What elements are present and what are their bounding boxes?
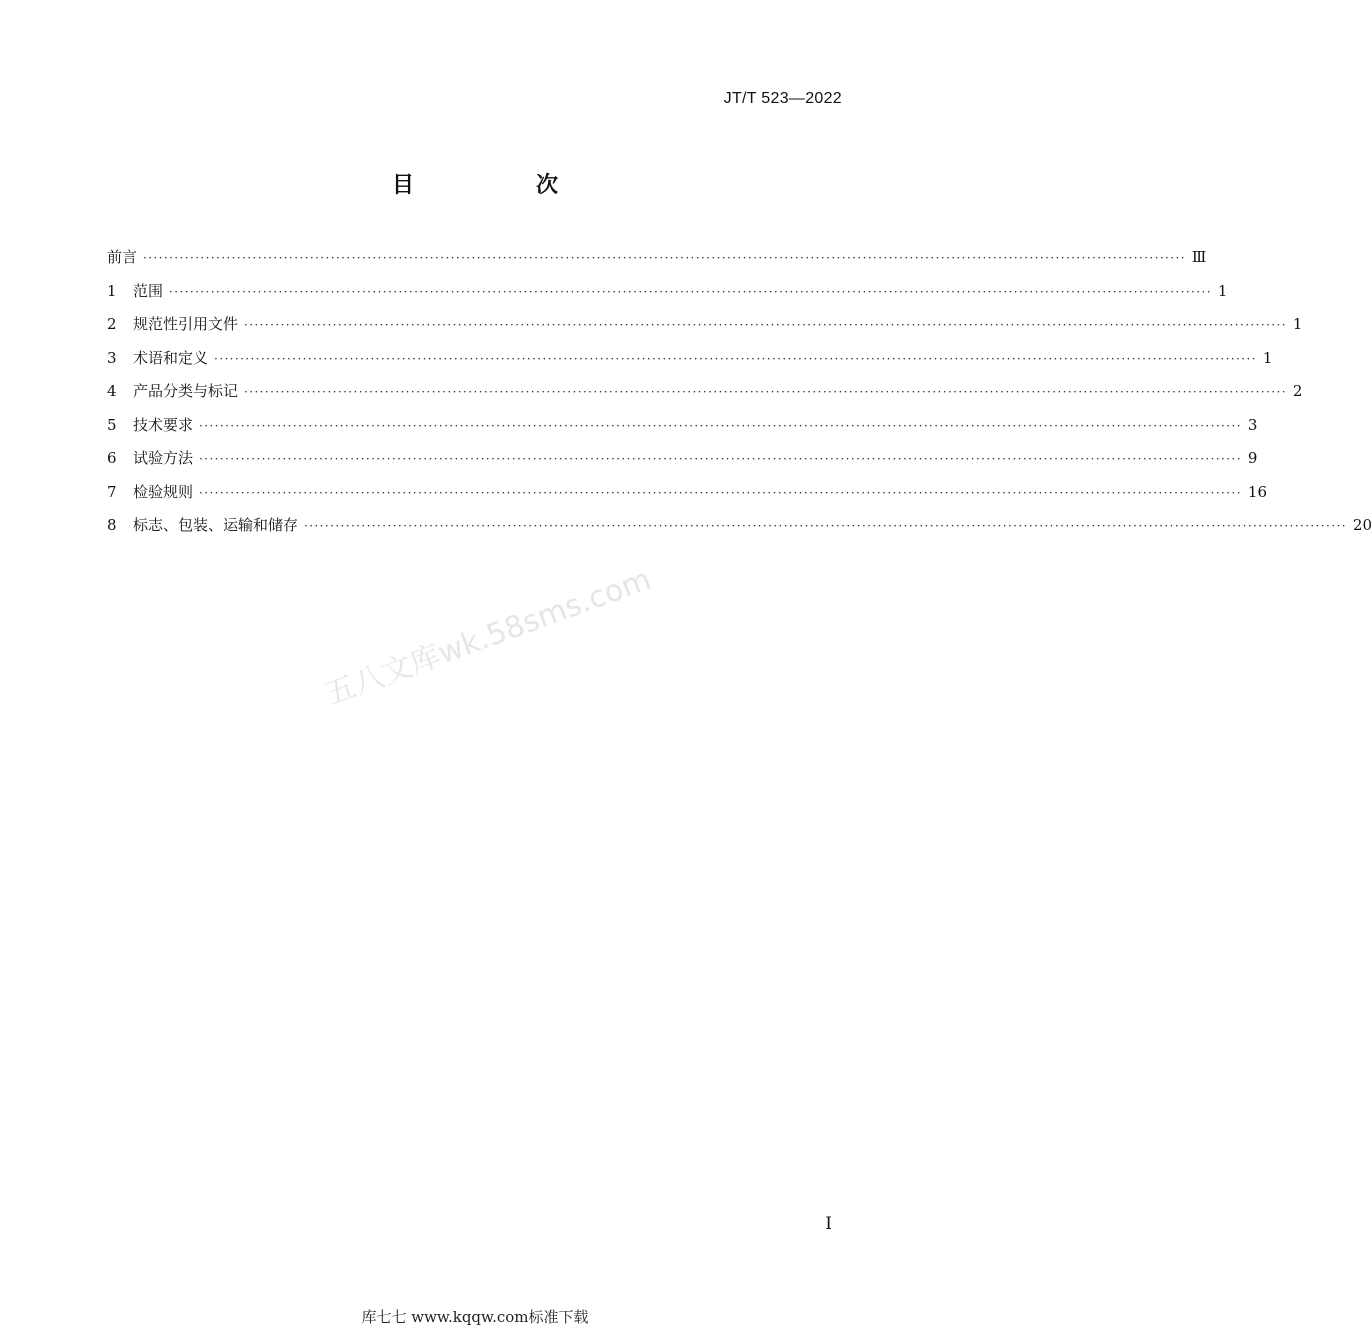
toc-page: 16 (1247, 482, 1267, 501)
toc-leader-dots: ········································································································································································································ (169, 284, 1212, 299)
toc-leader-dots: ········································································································································································································ (244, 318, 1287, 332)
toc-entry-2[interactable] (107, 313, 1303, 347)
toc-entry-1[interactable] (107, 280, 1228, 314)
toc-entry-3[interactable] (107, 347, 1273, 381)
toc-label: 试验方法 (133, 449, 194, 467)
toc-label: 检验规则 (133, 482, 194, 501)
toc-number: 6 (107, 449, 117, 467)
toc-leader-dots: ········································································································································································································ (199, 418, 1242, 433)
toc-label: 产品分类与标记 (133, 382, 239, 400)
toc-label: 技术要求 (133, 415, 194, 434)
toc-number: 3 (107, 348, 117, 367)
toc-page: 9 (1247, 449, 1258, 467)
toc-page: 2 (1292, 382, 1303, 400)
toc-number: 4 (107, 382, 117, 400)
toc-entry-4[interactable] (107, 380, 1303, 414)
watermark: 五八文库wk.58sms.com (320, 561, 656, 713)
toc-number: 7 (107, 482, 117, 501)
toc-page: 1 (1262, 348, 1273, 367)
toc-number: 2 (107, 315, 117, 333)
page-number: I (825, 1214, 832, 1234)
toc-page: 1 (1292, 315, 1303, 333)
toc-entry-5[interactable] (107, 414, 1258, 448)
toc-label: 前言 (107, 248, 138, 266)
toc-entry-7[interactable] (107, 481, 1267, 515)
toc-leader-dots: ········································································································································································································ (143, 251, 1186, 265)
toc-page: Ⅲ (1191, 248, 1207, 266)
toc-leader-dots: ········································································································································································································ (199, 485, 1242, 500)
footer-source: 库七七 www.kqqw.com标准下载 (361, 1308, 589, 1326)
standard-code: JT/T 523—2022 (723, 90, 842, 107)
page-title: 目 次 (391, 173, 608, 198)
toc-entry-6[interactable] (107, 447, 1258, 481)
toc-page: 20 (1352, 516, 1372, 534)
toc-number: 8 (107, 516, 117, 534)
toc-leader-dots: ········································································································································································································ (214, 351, 1257, 366)
toc-leader-dots: ········································································································································································································ (244, 385, 1287, 399)
toc-entry-foreword[interactable] (107, 246, 1207, 280)
toc-number: 5 (107, 415, 117, 434)
toc-number: 1 (107, 281, 117, 300)
toc-page: 3 (1247, 415, 1258, 434)
toc-label: 范围 (133, 281, 164, 300)
toc-entry-8[interactable] (107, 514, 1372, 548)
toc-page: 1 (1217, 281, 1228, 300)
toc-label: 标志、包装、运输和储存 (133, 516, 299, 534)
toc-leader-dots: ········································································································································································································ (304, 519, 1347, 533)
toc-label: 术语和定义 (133, 348, 209, 367)
toc-label: 规范性引用文件 (133, 315, 239, 333)
table-of-contents (107, 246, 1372, 548)
toc-leader-dots: ········································································································································································································ (199, 452, 1242, 466)
